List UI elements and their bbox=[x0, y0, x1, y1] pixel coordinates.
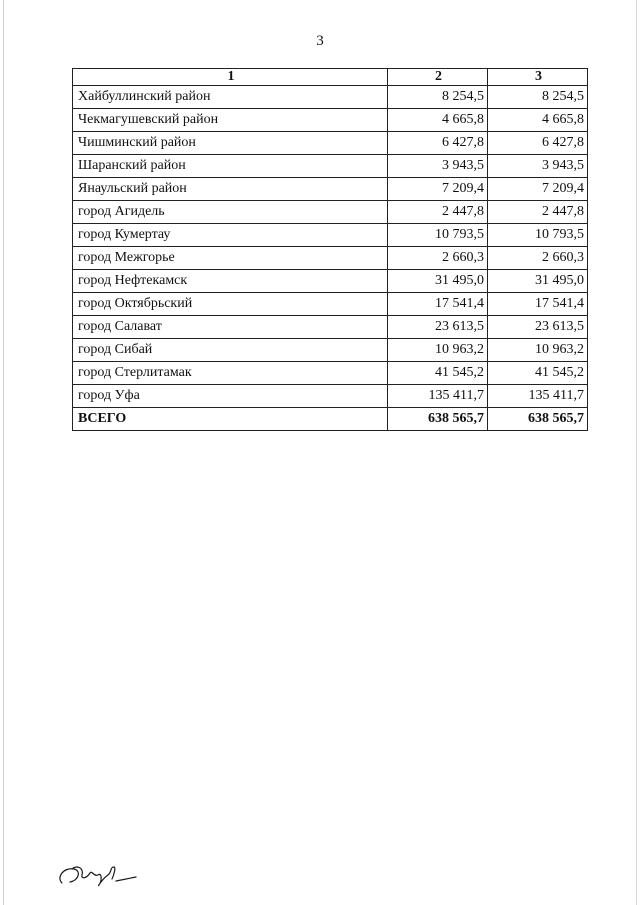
row-col3-cell: 4 665,8 bbox=[488, 109, 588, 132]
row-col3-cell: 8 254,5 bbox=[488, 86, 588, 109]
table-row bbox=[73, 316, 588, 339]
header-col-3: 3 bbox=[488, 69, 588, 86]
row-col2-cell: 8 254,5 bbox=[388, 86, 488, 109]
row-col2-cell: 17 541,4 bbox=[388, 293, 488, 316]
row-col2-cell: 135 411,7 bbox=[388, 385, 488, 408]
row-name-cell: Янаульский район bbox=[73, 178, 388, 201]
row-col3-cell: 2 447,8 bbox=[488, 201, 588, 224]
row-name-cell: город Кумертау bbox=[73, 224, 388, 247]
row-name-cell: Чекмагушевский район bbox=[73, 109, 388, 132]
row-col2-cell: 2 660,3 bbox=[388, 247, 488, 270]
total-name-cell: ВСЕГО bbox=[73, 408, 388, 431]
table-row bbox=[73, 224, 588, 247]
row-col3-cell: 31 495,0 bbox=[488, 270, 588, 293]
table-row bbox=[73, 339, 588, 362]
header-col-2: 2 bbox=[388, 69, 488, 86]
table-body bbox=[73, 86, 588, 431]
table-row bbox=[73, 293, 588, 316]
row-col2-cell: 41 545,2 bbox=[388, 362, 488, 385]
row-col2-cell: 2 447,8 bbox=[388, 201, 488, 224]
row-col3-cell: 3 943,5 bbox=[488, 155, 588, 178]
row-name-cell: город Сибай bbox=[73, 339, 388, 362]
row-col2-cell: 10 793,5 bbox=[388, 224, 488, 247]
table-header-row bbox=[73, 69, 588, 86]
table-row bbox=[73, 155, 588, 178]
row-col2-cell: 4 665,8 bbox=[388, 109, 488, 132]
row-col3-cell: 17 541,4 bbox=[488, 293, 588, 316]
table-row bbox=[73, 86, 588, 109]
row-col2-cell: 10 963,2 bbox=[388, 339, 488, 362]
row-name-cell: город Уфа bbox=[73, 385, 388, 408]
row-col2-cell: 3 943,5 bbox=[388, 155, 488, 178]
row-col2-cell: 23 613,5 bbox=[388, 316, 488, 339]
signature-image bbox=[52, 855, 142, 895]
table-row bbox=[73, 247, 588, 270]
table-row bbox=[73, 362, 588, 385]
page-number: 3 bbox=[316, 33, 324, 49]
row-col3-cell: 10 793,5 bbox=[488, 224, 588, 247]
total-col3-cell: 638 565,7 bbox=[488, 408, 588, 431]
page-edge-right bbox=[636, 0, 637, 905]
table-row bbox=[73, 178, 588, 201]
table-row bbox=[73, 270, 588, 293]
row-name-cell: Чишминский район bbox=[73, 132, 388, 155]
row-name-cell: город Межгорье bbox=[73, 247, 388, 270]
row-col3-cell: 135 411,7 bbox=[488, 385, 588, 408]
row-name-cell: Шаранский район bbox=[73, 155, 388, 178]
page-edge-left bbox=[3, 0, 4, 905]
row-name-cell: Хайбуллинский район bbox=[73, 86, 388, 109]
row-col3-cell: 7 209,4 bbox=[488, 178, 588, 201]
header-col-1: 1 bbox=[73, 69, 388, 86]
row-col2-cell: 6 427,8 bbox=[388, 132, 488, 155]
row-name-cell: город Агидель bbox=[73, 201, 388, 224]
total-row bbox=[73, 408, 588, 431]
row-col3-cell: 10 963,2 bbox=[488, 339, 588, 362]
row-name-cell: город Октябрьский bbox=[73, 293, 388, 316]
table-row bbox=[73, 109, 588, 132]
row-name-cell: город Стерлитамак bbox=[73, 362, 388, 385]
table-row bbox=[73, 132, 588, 155]
budget-table bbox=[72, 68, 588, 431]
row-col3-cell: 23 613,5 bbox=[488, 316, 588, 339]
row-name-cell: город Нефтекамск bbox=[73, 270, 388, 293]
row-col2-cell: 7 209,4 bbox=[388, 178, 488, 201]
row-col3-cell: 2 660,3 bbox=[488, 247, 588, 270]
row-col3-cell: 41 545,2 bbox=[488, 362, 588, 385]
table-row bbox=[73, 201, 588, 224]
total-col2-cell: 638 565,7 bbox=[388, 408, 488, 431]
table-row bbox=[73, 385, 588, 408]
row-col2-cell: 31 495,0 bbox=[388, 270, 488, 293]
row-name-cell: город Салават bbox=[73, 316, 388, 339]
row-col3-cell: 6 427,8 bbox=[488, 132, 588, 155]
